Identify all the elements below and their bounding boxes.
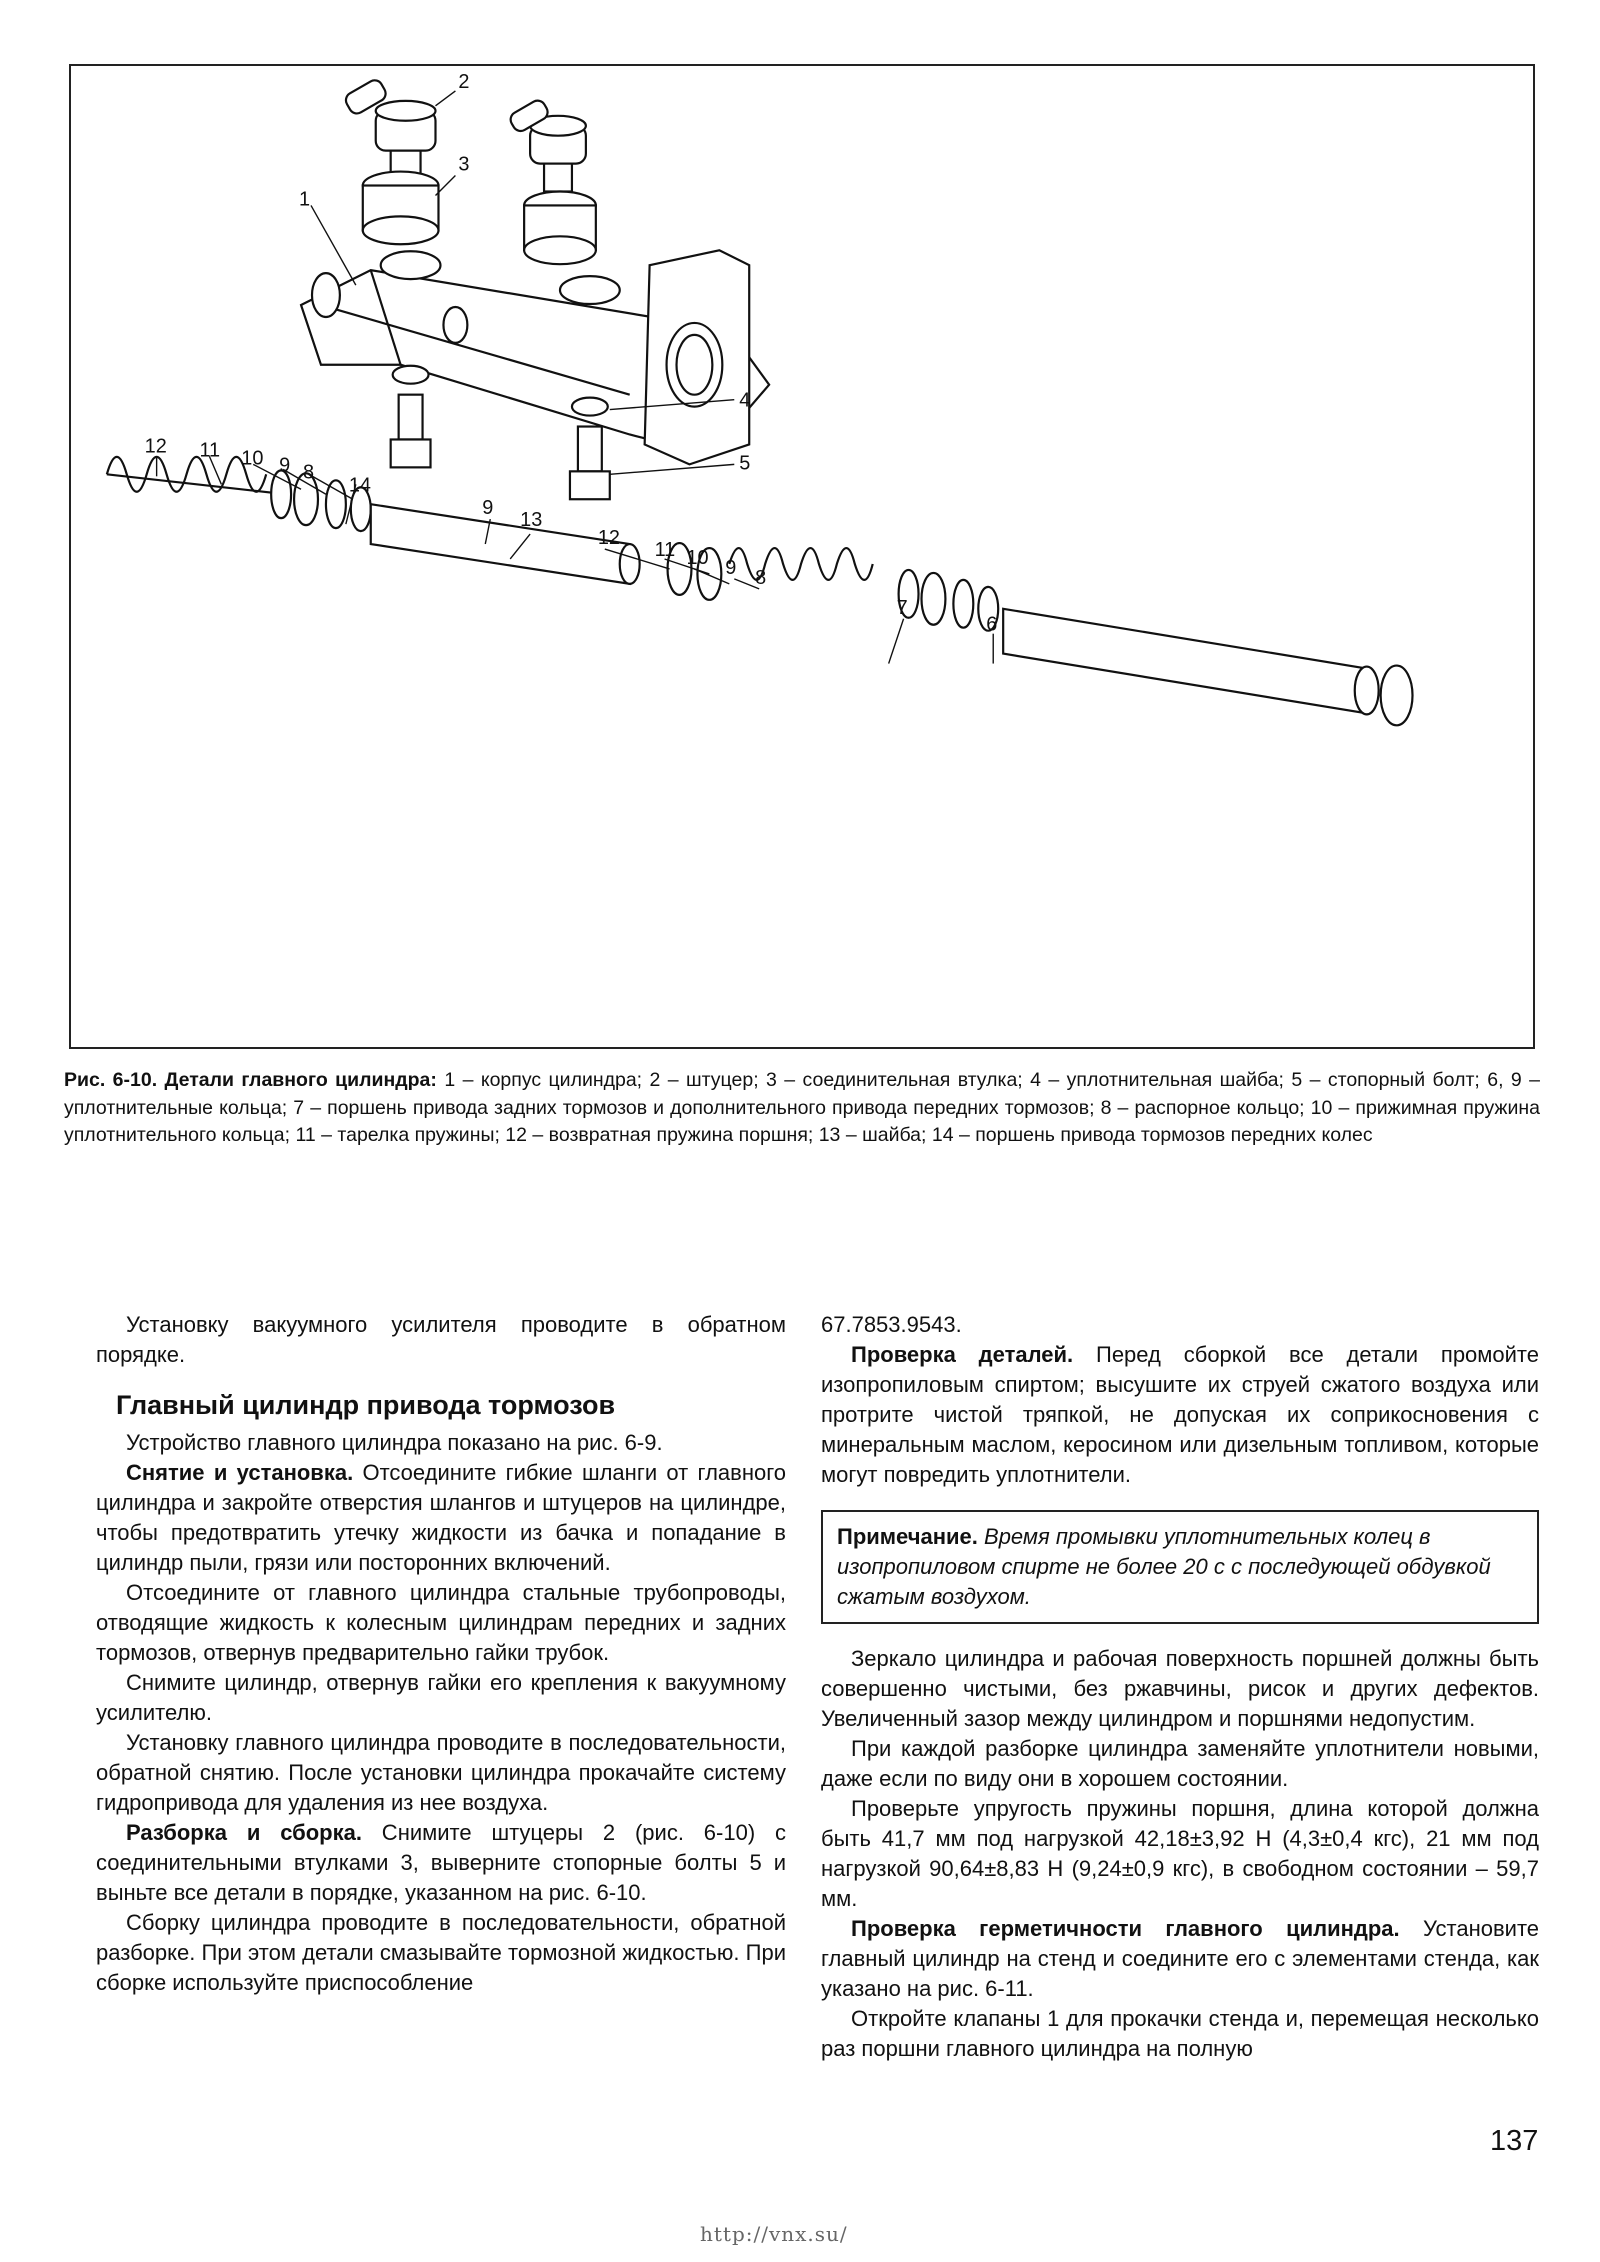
paragraph: 67.7853.9543. [821,1312,962,1337]
label-3: 3 [458,153,470,176]
paragraph-text: Снимите штуцеры 2 (рис. 6-10) с соединительными втулками 3, выверните стопорные болты 5 и выньте все детали в порядке, указанном на рис. 6-10. [96,1820,786,1905]
seal-ring-part [1381,666,1413,726]
bushing-part-left [363,172,439,245]
caption-text: 1 – корпус цилиндра; 2 – штуцер; 3 – соединительная втулка; 4 – уплотнительная шайба; 5 – стопорный болт; 6, 9 – уплотнительные кольца; 7 – поршень привода задних тормозов и дополнительного привода передних тормозов; 8 – распорное кольцо; 10 – прижимная пружина уплотнительного кольца; 11 – тарелка пружины; 12 – возвратная пружина поршня; 13 – шайба; 14 – поршень привода тормозов передних колес [64,1069,1540,1146]
note-lead: Примечание. [837,1524,978,1549]
run-in-heading: Проверка герметичности главного цилиндра. [851,1916,1400,1941]
paragraph: Зеркало цилиндра и рабочая поверхность поршней должны быть совершенно чистыми, без ржавчины, рисок и других дефектов. Увеличенный зазор между цилиндром и поршнями недопустим. [821,1646,1539,1731]
note-text: Время промывки уплотнительных колец в изопропиловом спирте не более 20 с с последующей обдувкой сжатым воздухом. [837,1524,1491,1609]
label-1: 1 [299,188,311,211]
label-2: 2 [458,70,470,93]
master-cylinder-drawing [71,66,1533,1047]
label-11-left: 11 [199,439,221,462]
page-number: 137 [1490,2125,1539,2157]
figure-caption [64,1067,1540,1150]
paragraph-text: Перед сборкой все детали промойте изопропиловым спиртом; высушите их струей сжатого воздуха или протрите чистой тряпкой, не допуская их соприкосновения с минеральным маслом, керосином или дизельным топливом, которые могут повредить уплотнители. [821,1342,1539,1487]
run-in-heading: Снятие и установка. [126,1460,354,1485]
left-column [96,1310,786,1998]
piston-part-rear [1003,609,1367,714]
label-10-left: 10 [241,447,264,470]
bolt-part-right [570,427,610,500]
label-14: 14 [348,474,372,497]
note-box [821,1510,1539,1624]
paragraph [821,1914,1539,2004]
right-column [821,1310,1539,2064]
paragraph [96,1818,786,1908]
caption-lead: Рис. 6-10. Детали главного цилиндра: [64,1069,437,1091]
label-8-right: 8 [755,566,767,589]
footer-url: http://vnx.su/ [700,2222,848,2246]
paragraph: При каждой разборке цилиндра заменяйте уплотнители новыми, даже если по виду они в хорошем состоянии. [821,1736,1539,1791]
figure-frame [69,64,1535,1049]
washer-part-left [393,366,429,384]
label-5: 5 [739,452,751,475]
piston-part-front [371,504,630,584]
label-12-middle: 12 [597,527,620,550]
label-8-left: 8 [303,461,315,484]
paragraph [96,1458,786,1578]
paragraph: Проверьте упругость пружины поршня, длина которой должна быть 41,7 мм под нагрузкой 42,18±3,92 Н (4,3±0,4 кгс), 21 мм под нагрузкой 90,64±8,83 Н (9,24±0,9 кгс), в свободном состоянии – 59,7 мм. [821,1796,1539,1911]
paragraph-text: Установите главный цилиндр на стенд и соедините его с элементами стенда, как указано на рис. 6-11. [821,1916,1540,2001]
paragraph-text: Отсоедините гибкие шланги от главного цилиндра и закройте отверстия шлангов и штуцеров на цилиндре, чтобы предотвратить утечку жидкости из бачка и попадание в цилиндр пыли, грязи или посторонних включений. [96,1460,787,1575]
paragraph: Отсоедините от главного цилиндра стальные трубопроводы, отводящие жидкость к колесным цилиндрам передних и задних тормозов, отвернув предварительно гайки трубок. [96,1580,786,1665]
label-11-right: 11 [654,539,676,562]
paragraph: Устройство главного цилиндра показано на рис. 6-9. [126,1430,663,1455]
label-10-right: 10 [686,546,709,569]
paragraph [821,1340,1539,1490]
paragraph: Установку главного цилиндра проводите в последовательности, обратной снятию. После установки цилиндра прокачайте систему гидропривода для удаления из нее воздуха. [96,1730,786,1815]
label-7: 7 [896,596,908,619]
paragraph: Сборку цилиндра проводите в последовательности, обратной разборке. При этом детали смазывайте тормозной жидкостью. При сборке используйте приспособление [96,1910,786,1995]
label-9-middle: 9 [482,497,494,520]
fitting-part-left [343,77,435,175]
fitting-part-right [508,98,586,192]
paragraph: Откройте клапаны 1 для прокачки стенда и, перемещая несколько раз поршни главного цилиндра на полную [821,2006,1539,2061]
section-heading: Главный цилиндр привода тормозов [116,1390,616,1420]
run-in-heading: Проверка деталей. [851,1342,1074,1367]
run-in-heading: Разборка и сборка. [126,1820,362,1845]
paragraph: Установку вакуумного усилителя проводите в обратном порядке. [96,1312,786,1367]
label-12-left: 12 [144,435,167,458]
washer-part-right [572,398,608,416]
label-13: 13 [520,509,543,532]
label-9-left: 9 [279,454,291,477]
bushing-part-right [524,191,596,264]
label-6: 6 [986,613,998,636]
paragraph: Снимите цилиндр, отвернув гайки его крепления к вакуумному усилителю. [96,1670,786,1725]
label-9-right: 9 [725,556,737,579]
spring-part-middle [729,548,872,580]
bolt-part-left [391,395,431,468]
label-4: 4 [739,389,751,412]
